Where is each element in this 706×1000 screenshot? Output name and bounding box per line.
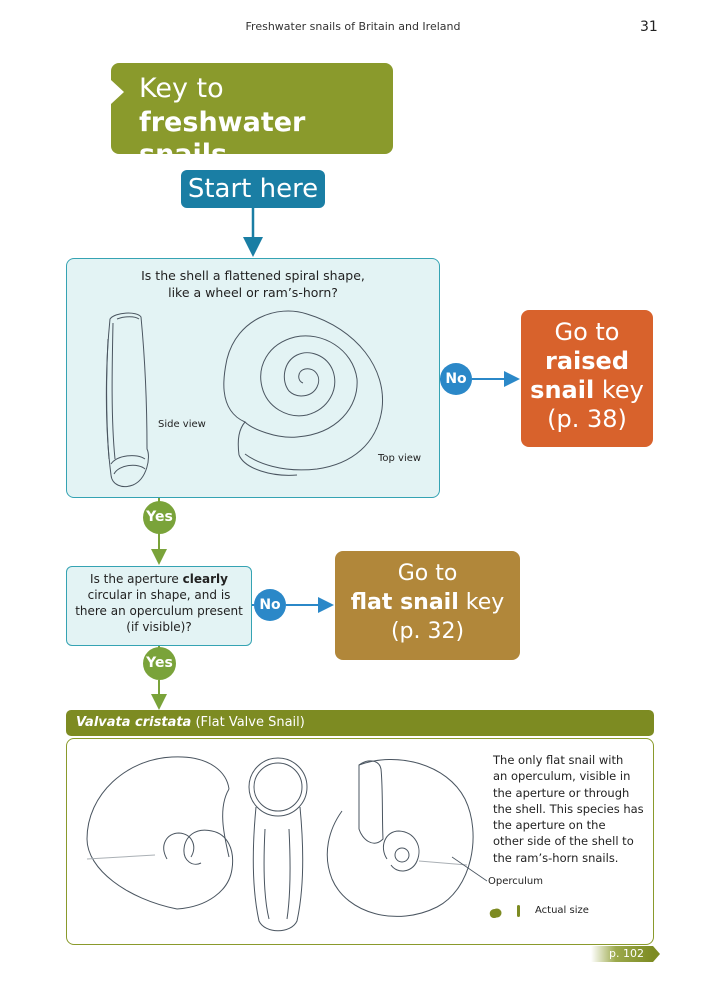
page-reference-arrow-tip — [653, 946, 660, 962]
description-line-2: an operculum, visible in — [493, 769, 631, 784]
raised-key-line-2: raised — [545, 347, 629, 375]
raised-key-snail-word: snail — [530, 376, 595, 404]
valvata-aperture-view-illustration — [327, 759, 473, 916]
running-header: Freshwater snails of Britain and Ireland — [245, 20, 461, 33]
question-2-box — [66, 566, 252, 646]
actual-size-label: Actual size — [535, 905, 589, 916]
actual-size-icons — [490, 905, 520, 918]
flat-key-key-word: key — [458, 590, 505, 615]
raised-key-line-1: Go to — [554, 318, 620, 346]
description-line-7: the ram’s-horn snails. — [493, 850, 619, 865]
question-1-yes-badge: Yes — [143, 501, 176, 534]
start-here-box: Start here — [181, 170, 325, 208]
species-latin-name: Valvata cristata — [76, 715, 192, 730]
operculum-label: Operculum — [488, 876, 543, 887]
title-line-2: freshwater snails — [139, 107, 306, 170]
valvata-top-view-illustration — [87, 757, 233, 909]
question-1-box — [66, 258, 440, 498]
species-title-bar — [66, 710, 654, 736]
species-common-name: (Flat Valve Snail) — [191, 715, 305, 730]
question-1-no-badge: No — [440, 363, 472, 395]
description-line-3: the aperture or through — [493, 785, 630, 800]
description-line-5: the aperture on the — [493, 818, 606, 833]
question-2-line-2: circular in shape, and is — [87, 588, 231, 602]
flat-key-page-ref: (p. 32) — [390, 619, 465, 644]
question-2-line-1-text: Is the aperture — [90, 572, 183, 586]
title-line-1: Key to — [139, 73, 224, 104]
raised-key-key-word: key — [594, 376, 644, 404]
question-2-clearly: clearly — [182, 572, 228, 586]
question-1-line-1: Is the shell a flattened spiral shape, — [141, 268, 365, 283]
description-line-1: The only flat snail with — [493, 753, 624, 767]
question-1-line-2: like a wheel or ram’s-horn? — [168, 285, 338, 300]
top-view-shell-illustration — [224, 311, 383, 475]
flat-snail-key-box — [335, 551, 520, 660]
side-view-caption: Side view — [158, 419, 206, 430]
flat-key-line-1: Go to — [397, 561, 458, 586]
question-2-line-4: (if visible)? — [126, 620, 192, 634]
question-2-line-3: there an operculum present — [75, 604, 243, 618]
description-line-4: the shell. This species has — [493, 801, 644, 816]
question-2-line-1 — [67, 571, 251, 587]
flat-key-flat-snail: flat snail — [350, 590, 459, 615]
side-view-shell-illustration — [106, 313, 148, 486]
valvata-side-view-illustration — [249, 758, 307, 931]
question-2-no-badge: No — [254, 589, 286, 621]
operculum-pointer-line — [452, 857, 487, 881]
flat-key-line-2 — [335, 588, 520, 617]
description-line-6: other side of the shell to — [493, 834, 634, 849]
raised-key-page-ref: (p. 38) — [547, 405, 627, 433]
top-view-caption: Top view — [378, 453, 422, 464]
question-2-yes-badge: Yes — [143, 647, 176, 680]
species-page-reference[interactable]: p. 102 — [591, 946, 653, 962]
raised-key-line-3 — [521, 376, 653, 405]
species-description — [493, 752, 653, 866]
page-number: 31 — [640, 19, 658, 35]
raised-snail-key-box — [521, 310, 653, 447]
